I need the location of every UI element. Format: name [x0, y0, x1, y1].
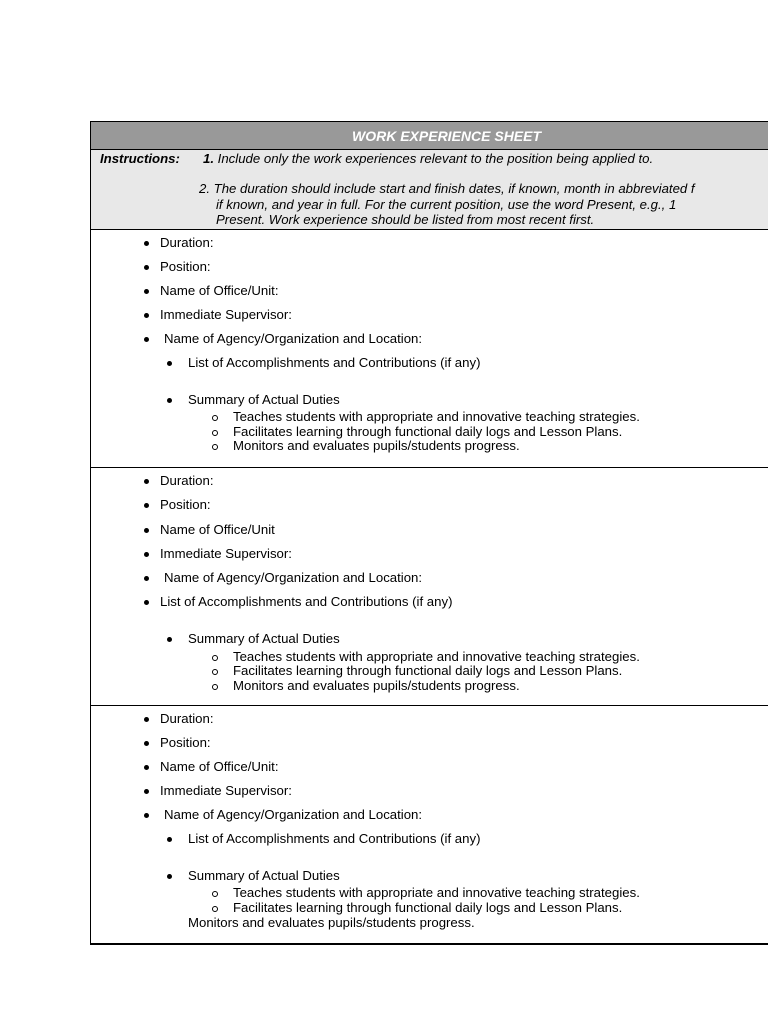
summary-label: Summary of Actual Duties	[188, 868, 340, 883]
circle-bullet-icon	[212, 415, 218, 421]
bullet-icon	[144, 765, 149, 770]
duty-item: Monitors and evaluates pupils/students progress.	[233, 438, 520, 453]
experience-entry	[91, 230, 768, 468]
accomplishments-label: List of Accomplishments and Contributions (if any)	[188, 355, 481, 370]
position-label: Position:	[160, 497, 211, 512]
duration-label: Duration:	[160, 235, 214, 250]
position-label: Position:	[160, 735, 211, 750]
bullet-icon	[144, 528, 149, 533]
experience-entry	[91, 706, 768, 944]
duty-item: Teaches students with appropriate and innovative teaching strategies.	[233, 649, 640, 664]
bullet-icon	[144, 503, 149, 508]
instruction-2-line-1: 2. The duration should include start and finish dates, if known, month in abbreviated f	[199, 181, 695, 196]
bullet-icon	[167, 837, 172, 842]
accomplishments-label: List of Accomplishments and Contributions (if any)	[188, 831, 481, 846]
bullet-icon	[144, 600, 149, 605]
summary-label: Summary of Actual Duties	[188, 392, 340, 407]
bullet-icon	[144, 241, 149, 246]
agency-label: Name of Agency/Organization and Location:	[164, 807, 423, 822]
instruction-1-text: Include only the work experiences relevant to the position being applied to.	[217, 151, 654, 166]
office-label: Name of Office/Unit:	[160, 759, 279, 774]
circle-bullet-icon	[212, 655, 218, 661]
sheet-title: WORK EXPERIENCE SHEET	[352, 127, 542, 144]
circle-bullet-icon	[212, 444, 218, 450]
office-label: Name of Office/Unit:	[160, 283, 279, 298]
duration-label: Duration:	[160, 473, 214, 488]
accomplishments-label: List of Accomplishments and Contributions (if any)	[160, 594, 453, 609]
circle-bullet-icon	[212, 684, 218, 690]
bullet-icon	[144, 717, 149, 722]
sheet-title-bar	[91, 122, 768, 150]
supervisor-label: Immediate Supervisor:	[160, 307, 292, 322]
office-label: Name of Office/Unit	[160, 522, 275, 537]
bullet-icon	[144, 313, 149, 318]
circle-bullet-icon	[212, 430, 218, 436]
work-experience-sheet	[90, 121, 768, 945]
circle-bullet-icon	[212, 669, 218, 675]
duty-item: Facilitates learning through functional daily logs and Lesson Plans.	[233, 900, 623, 915]
supervisor-label: Immediate Supervisor:	[160, 783, 292, 798]
bullet-icon	[167, 361, 172, 366]
bullet-icon	[144, 289, 149, 294]
duty-item: Teaches students with appropriate and innovative teaching strategies.	[233, 409, 640, 424]
bullet-icon	[167, 637, 172, 642]
agency-label: Name of Agency/Organization and Location:	[164, 570, 423, 585]
bullet-icon	[144, 265, 149, 270]
duty-item: Monitors and evaluates pupils/students progress.	[233, 678, 520, 693]
agency-label: Name of Agency/Organization and Location:	[164, 331, 423, 346]
bullet-icon	[144, 813, 149, 818]
position-label: Position:	[160, 259, 211, 274]
bullet-icon	[144, 741, 149, 746]
bullet-icon	[144, 576, 149, 581]
circle-bullet-icon	[212, 906, 218, 912]
bullet-icon	[144, 552, 149, 557]
supervisor-label: Immediate Supervisor:	[160, 546, 292, 561]
circle-bullet-icon	[212, 891, 218, 897]
bullet-icon	[144, 479, 149, 484]
instructions-label: Instructions:	[100, 151, 180, 166]
duty-item: Teaches students with appropriate and innovative teaching strategies.	[233, 885, 640, 900]
instruction-2-line-2: if known, and year in full. For the current position, use the word Present, e.g., 1	[216, 197, 677, 212]
experience-entry	[91, 468, 768, 706]
duty-item: Facilitates learning through functional daily logs and Lesson Plans.	[233, 424, 623, 439]
instructions-box	[91, 150, 768, 230]
instruction-2-line-3: Present. Work experience should be listed from most recent first.	[216, 212, 595, 227]
bullet-icon	[167, 398, 172, 403]
bullet-icon	[167, 874, 172, 879]
duty-item: Facilitates learning through functional daily logs and Lesson Plans.	[233, 663, 623, 678]
instruction-1-number: 1.	[203, 151, 214, 166]
duration-label: Duration:	[160, 711, 214, 726]
summary-label: Summary of Actual Duties	[188, 631, 340, 646]
duty-item: Monitors and evaluates pupils/students progress.	[188, 915, 475, 930]
bullet-icon	[144, 789, 149, 794]
bullet-icon	[144, 337, 149, 342]
